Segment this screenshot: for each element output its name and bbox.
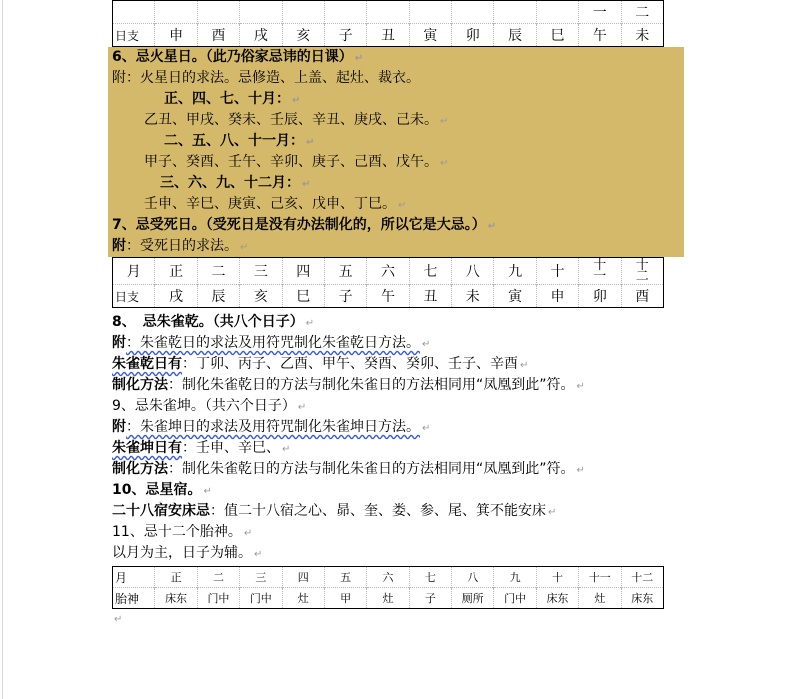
section-7-title: 7、忌受死日。（受死日是没有办法制化的，所以它是大忌。） ↵ (112, 217, 497, 233)
branch-table-top (112, 0, 664, 47)
table-cell: 四 (282, 567, 324, 588)
table-cell: 巳 (282, 285, 324, 308)
table-cell: 九 (494, 567, 536, 588)
table-cell (621, 258, 664, 285)
table-cell (367, 1, 409, 24)
table-cell: 辰 (197, 285, 239, 308)
section-8-days: 朱雀乾日有：丁卯、丙子、乙酉、甲午、癸酉、癸卯、壬子、辛酉 ↵ (112, 356, 529, 372)
table-cell (240, 1, 282, 24)
table-cell: 床东 (621, 588, 664, 609)
table-cell: 门中 (197, 588, 239, 609)
table-cell (282, 1, 324, 24)
table-cell: 戌 (155, 285, 197, 308)
month-numeral-bottom: 二 (635, 269, 649, 284)
table-cell: 日支 (113, 24, 155, 47)
table-cell: 一 (579, 1, 621, 24)
table-cell (579, 258, 621, 285)
table-cell: 正 (155, 258, 197, 285)
table-cell: 十一 (579, 567, 621, 588)
section-11-rule: 以月为主，日子为辅。 ↵ (112, 545, 263, 561)
table-cell: 十 (536, 567, 578, 588)
table-cell: 六 (367, 258, 409, 285)
table-cell: 五 (324, 258, 366, 285)
section-11-title: 11、忌十二个胎神。 ↵ (112, 524, 253, 540)
table-cell: 申 (536, 285, 578, 308)
section-8 (112, 312, 678, 396)
table-cell: 亥 (240, 285, 282, 308)
table-cell: 月 (115, 570, 128, 585)
death-day-table (112, 257, 664, 308)
table-cell: 戌 (240, 24, 282, 47)
table-cell: 灶 (367, 588, 409, 609)
table-cell: 丑 (367, 24, 409, 47)
table-cell (155, 1, 197, 24)
section-9 (112, 396, 678, 480)
table-cell: 辰 (494, 24, 536, 47)
table-cell: 七 (409, 567, 451, 588)
table-cell (536, 1, 578, 24)
table-cell (452, 1, 494, 24)
table-cell: 二 (621, 1, 664, 24)
day-list-2: 甲子、癸酉、壬午、辛卯、庚子、己酉、戊午。 ↵ (144, 154, 449, 170)
table-cell: 正 (155, 567, 197, 588)
table-cell: 丑 (409, 285, 451, 308)
section-8-method: 附：朱雀乾日的求法及用符咒制化朱雀乾日方法。 ↵ (112, 335, 431, 351)
table-row (113, 567, 664, 588)
table-cell: 三 (240, 567, 282, 588)
section-10 (112, 480, 678, 522)
table-cell: 二 (197, 567, 239, 588)
section-10-title: 10、忌星宿。 ↵ (112, 482, 212, 498)
section-9-title: 9、忌朱雀坤。（共六个日子） ↵ (112, 398, 307, 414)
table-cell: 卯 (452, 24, 494, 47)
table-cell: 灶 (579, 588, 621, 609)
section-6-title: 6、忌火星日。（此乃俗家忌讳的日课） ↵ (112, 49, 364, 65)
table-cell (494, 1, 536, 24)
month-group-1: 正、四、七、十月： ↵ (164, 91, 301, 107)
table-cell: 门中 (494, 588, 536, 609)
table-cell: 子 (324, 285, 366, 308)
month-numeral-top: 十 (635, 258, 649, 273)
table-cell: 八 (452, 567, 494, 588)
table-cell: 未 (621, 24, 664, 47)
table-cell: 十 (536, 258, 578, 285)
table-cell: 日支 (113, 285, 155, 308)
table-cell: 六 (367, 567, 409, 588)
month-group-2: 二、五、八、十一月： ↵ (164, 133, 315, 149)
table-cell: 卯 (579, 285, 621, 308)
table-row (113, 588, 664, 609)
table-cell: 酉 (197, 24, 239, 47)
table-cell: 子 (324, 24, 366, 47)
section-9-days: 朱雀坤日有：壬申、辛巳、 ↵ (112, 440, 291, 456)
table-cell (197, 1, 239, 24)
table-cell: 门中 (240, 588, 282, 609)
table-cell (113, 1, 155, 24)
table-row (113, 24, 664, 47)
table-cell: 四 (282, 258, 324, 285)
table-cell: 二 (197, 258, 239, 285)
section-9-method: 附：朱雀坤日的求法及用符咒制化朱雀坤日方法。 ↵ (112, 419, 431, 435)
page-edge (2, 0, 3, 699)
section-9-fix: 制化方法：制化朱雀乾日的方法与制化朱雀日的方法相同用“凤凰到此”符。 ↵ (112, 461, 585, 477)
table-cell: 午 (579, 24, 621, 47)
table-cell: 九 (494, 258, 536, 285)
table-cell: 亥 (282, 24, 324, 47)
table-cell: 胎神 (113, 588, 155, 609)
section-10-text: 二十八宿安床忌：值二十八宿之心、昴、奎、娄、参、尾、箕不能安床 ↵ (112, 503, 557, 519)
table-cell (409, 1, 451, 24)
table-row (113, 285, 664, 308)
table-cell: 三 (240, 258, 282, 285)
table-cell: 五 (324, 567, 366, 588)
table-cell: 寅 (409, 24, 451, 47)
table-cell: 床东 (155, 588, 197, 609)
table-cell (324, 1, 366, 24)
month-numeral-bottom: 一 (593, 269, 607, 284)
table-cell: 甲 (324, 588, 366, 609)
fetal-god-table (112, 566, 664, 609)
section-8-title: 8、 忌朱雀乾。（共八个日子） ↵ (112, 314, 315, 330)
highlighted-section (108, 47, 684, 257)
day-list-1: 乙丑、甲戌、癸未、壬辰、辛丑、庚戌、己未。 ↵ (144, 112, 449, 128)
table-cell: 酉 (621, 285, 664, 308)
document-body (112, 0, 678, 627)
table-row (113, 1, 664, 24)
section-11 (112, 522, 678, 564)
table-cell: 月 (126, 264, 141, 280)
table-cell: 灶 (282, 588, 324, 609)
table-row (113, 258, 664, 285)
table-cell: 十二 (621, 567, 664, 588)
section-6-method: 附：火星日的求法。忌修造、上盖、起灶、裁衣。 (112, 70, 420, 86)
month-group-3: 三、六、九、十二月： ↵ (160, 175, 311, 191)
table-cell: 未 (452, 285, 494, 308)
table-cell: 申 (155, 24, 197, 47)
section-7-method: 附：受死日的求法。 ↵ (112, 238, 249, 254)
table-cell: 七 (409, 258, 451, 285)
month-numeral-top: 十 (593, 258, 607, 273)
table-cell: 八 (452, 258, 494, 285)
table-cell: 床东 (536, 588, 578, 609)
section-8-fix: 制化方法：制化朱雀乾日的方法与制化朱雀日的方法相同用“凤凰到此”符。 ↵ (112, 377, 585, 393)
table-cell: 厕所 (452, 588, 494, 609)
table-cell: 巳 (536, 24, 578, 47)
end-mark: ↵ (114, 614, 123, 625)
day-list-3: 壬申、辛巳、庚寅、己亥、戊申、丁巳。 ↵ (144, 196, 407, 212)
table-cell: 子 (409, 588, 451, 609)
table-cell: 午 (367, 285, 409, 308)
table-cell: 寅 (494, 285, 536, 308)
